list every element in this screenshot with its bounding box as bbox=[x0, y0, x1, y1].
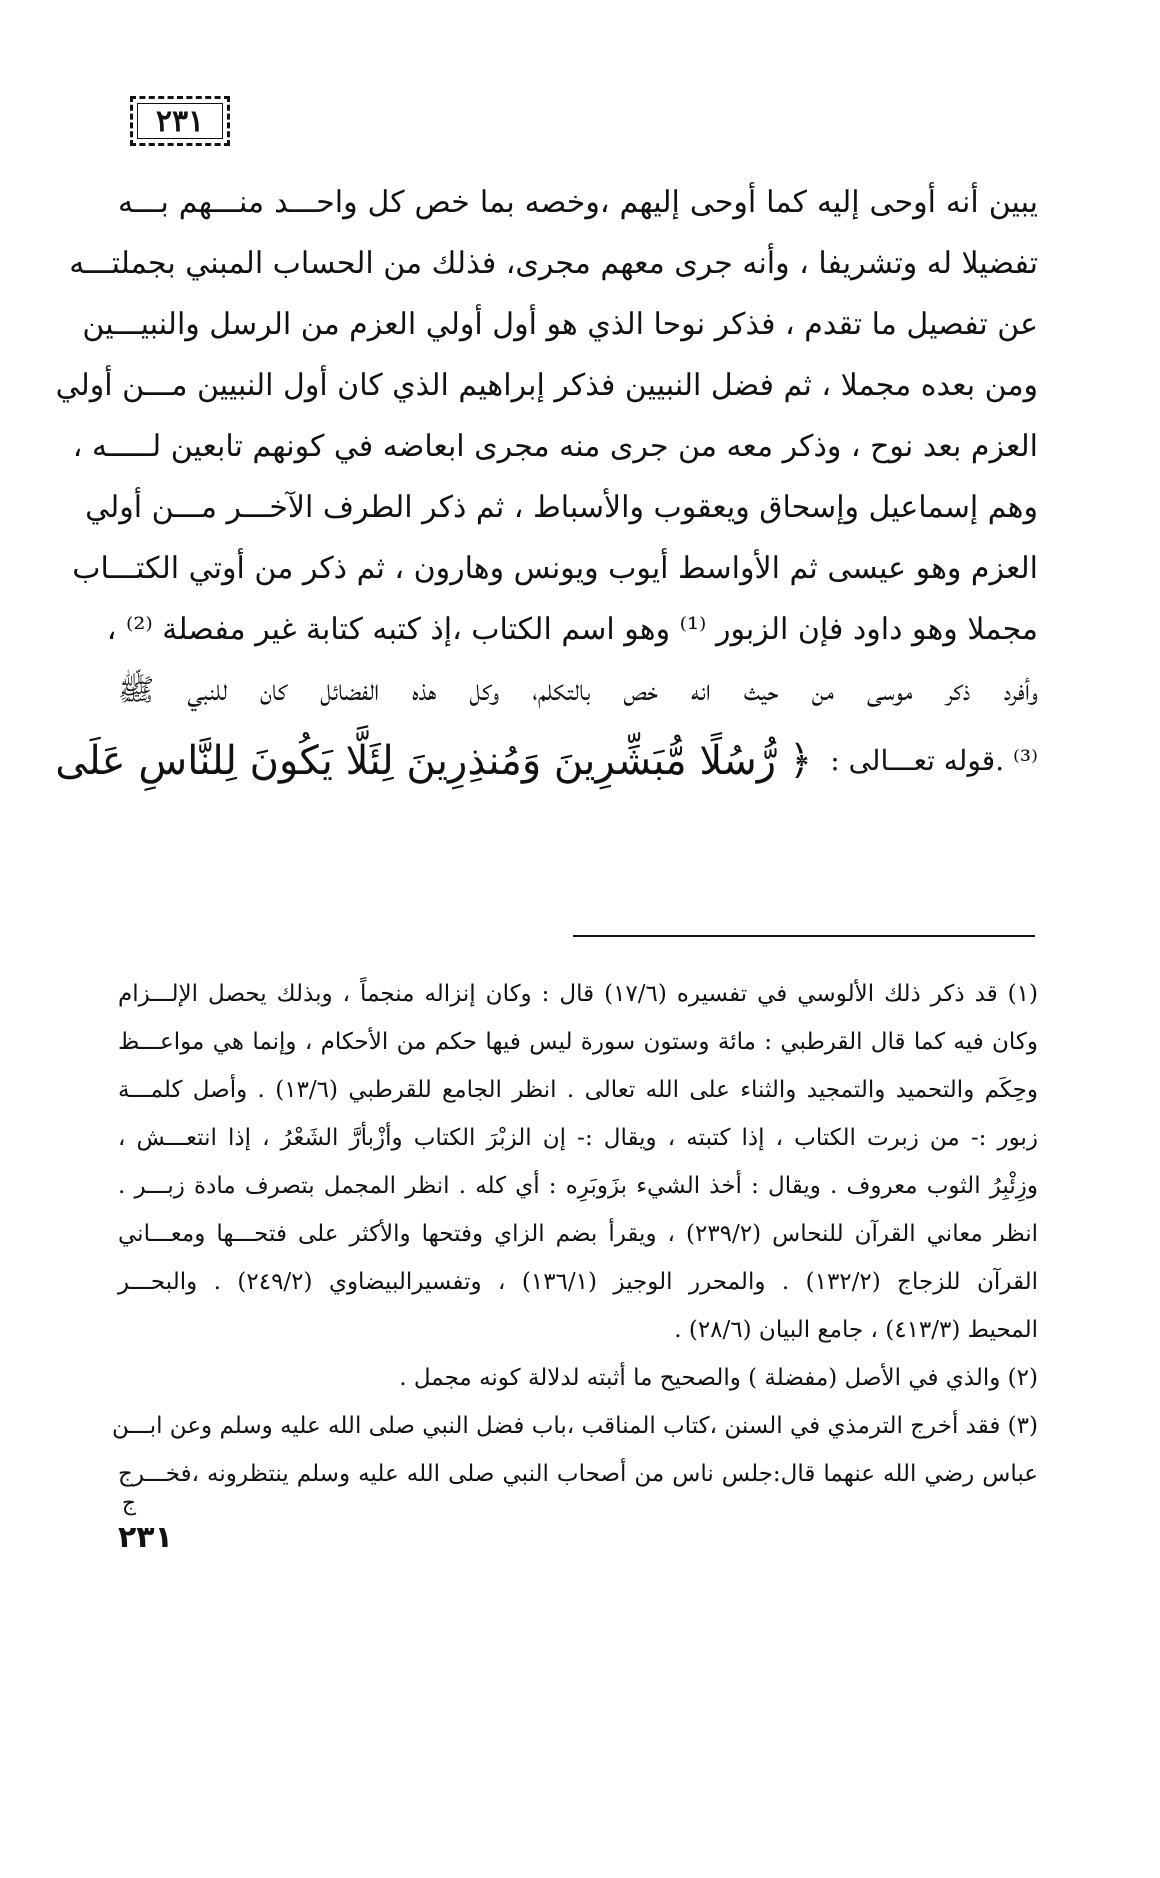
footnote-line bbox=[118, 1258, 1038, 1306]
footnote-divider bbox=[573, 935, 1035, 937]
footnote-text: انظر معاني القرآن للنحاس (٢٣٩/٢) ، ويقرأ بضم الزاي وفتحها والأكثر على فتحـــها ومعـــاني bbox=[118, 1221, 1038, 1247]
main-line-text: تفضيلا له وتشريفا ، وأنه جرى معهم مجرى، فذلك من الحساب المبني بجملتـــه bbox=[69, 246, 1038, 281]
main-line-text: وهم إسماعيل وإسحاق ويعقوب والأسباط ، ثم ذكر الطرف الآخـــر مـــن أولي bbox=[85, 490, 1038, 525]
page-number-top-text: ٢٣١ bbox=[155, 103, 205, 139]
main-line-text: وأفرد ذكر موسى من حيث انه خص بالتكلم، وكل هذه الفضائل كان للنبي ﷺ bbox=[118, 673, 1038, 708]
main-line bbox=[69, 233, 1038, 294]
main-line bbox=[72, 538, 1038, 599]
page-number-bottom: ٢٣١ bbox=[118, 1520, 173, 1555]
footnote-line bbox=[118, 1210, 1038, 1258]
quran-verse-line bbox=[55, 721, 1038, 801]
main-line bbox=[72, 416, 1038, 477]
footnote-text: وكان فيه كما قال القرطبي : مائة وستون سورة ليس فيها حكم من الأحكام ، وإنما هي مواعـــظ bbox=[118, 1029, 1038, 1055]
main-line-text: يبين أنه أوحى إليه كما أوحى إليهم ،وخصه بما خص كل واحـــد منـــهم بـــه bbox=[118, 185, 1038, 220]
main-line bbox=[106, 599, 1038, 660]
footnote-line bbox=[118, 1018, 1038, 1066]
continuation-mark: ج bbox=[121, 1491, 137, 1516]
footnote-text: (٣) فقد أخرج الترمذي في السنن ،كتاب المناقب ،باب فضل النبي صلى الله عليه وسلم وعن ابـــن bbox=[111, 1413, 1038, 1439]
footnote-line bbox=[111, 1402, 1038, 1450]
footnote-text: وزِئْبِرُ الثوب معروف . ويقال : أخذ الشيء بزَوبَرِه : أي كله . انظر المجمل بتصرف مادة زبـــر . bbox=[118, 1173, 1038, 1199]
footnote-line bbox=[118, 1450, 1038, 1498]
quran-verse: ﴿ رُّسُلًا مُّبَشِّرِينَ وَمُنذِرِينَ لِئَلَّا يَكُونَ لِلنَّاسِ عَلَى bbox=[55, 738, 813, 784]
main-line bbox=[85, 477, 1038, 538]
main-text bbox=[55, 172, 1038, 801]
main-line-text: عن تفصيل ما تقدم ، فذكر نوحا الذي هو أول أولي العزم من الرسل والنبيـــين bbox=[82, 307, 1038, 342]
footnotes bbox=[111, 970, 1038, 1498]
footnote-line bbox=[118, 1354, 1038, 1402]
footnote-line bbox=[118, 1114, 1038, 1162]
main-line-text: ومن بعده مجملا ، ثم فضل النبيين فذكر إبراهيم الذي كان أول النبيين مـــن أولي bbox=[55, 368, 1038, 403]
footnote-text: عباس رضي الله عنهما قال:جلس ناس من أصحاب النبي صلى الله عليه وسلم ينتظرونه ،فخـــرج bbox=[118, 1461, 1038, 1487]
main-line bbox=[82, 294, 1038, 355]
main-line-text: مجملا وهو داود فإن الزبور ⁽¹⁾ وهو اسم الكتاب ،إذ كتبه كتابة غير مفصلة ⁽²⁾ ، bbox=[106, 612, 1038, 647]
verse-reference: ⁽³⁾ .قوله تعـــالى : bbox=[830, 744, 1038, 777]
footnote-line bbox=[118, 970, 1038, 1018]
footnote-text: (١) قد ذكر ذلك الألوسي في تفسيره (١٧/٦) قال : وكان إنزاله منجماً ، وبذلك يحصل الإلـــزام bbox=[118, 981, 1038, 1007]
main-line bbox=[118, 172, 1038, 233]
footnote-text: وحِكَم والتحميد والتمجيد والثناء على الله تعالى . انظر الجامع للقرطبي (١٣/٦) . وأصل كلمـــة bbox=[118, 1077, 1038, 1103]
footnote-line bbox=[118, 1162, 1038, 1210]
main-line-text: العزم وهو عيسى ثم الأواسط أيوب ويونس وهارون ، ثم ذكر من أوتي الكتـــاب bbox=[72, 551, 1038, 586]
footnote-text: المحيط (٤١٣/٣) ، جامع البيان (٢٨/٦) . bbox=[674, 1317, 1038, 1343]
footnote-line bbox=[118, 1066, 1038, 1114]
footnote-text: (٢) والذي في الأصل (مفضلة ) والصحيح ما أثبته لدلالة كونه مجمل . bbox=[399, 1365, 1038, 1391]
footnote-line bbox=[118, 1306, 1038, 1354]
page-number-top bbox=[130, 96, 230, 146]
main-line-text: العزم بعد نوح ، وذكر معه من جرى منه مجرى ابعاضه في كونهم تابعين لـــــه ، bbox=[72, 429, 1038, 464]
main-line bbox=[118, 660, 1038, 721]
main-line bbox=[55, 355, 1038, 416]
footnote-text: زبور :- من زبرت الكتاب ، إذا كتبته ، ويقال :- إن الزبْرَ الكتاب وأزْبأرَّ الشَعْرُ ، إذا انتعـــش ، bbox=[118, 1125, 1038, 1151]
footnote-text: القرآن للزجاج (١٣٢/٢) . والمحرر الوجيز (١٣٦/١) ، وتفسيرالبيضاوي (٢٤٩/٢) . والبحـــر bbox=[118, 1269, 1038, 1295]
